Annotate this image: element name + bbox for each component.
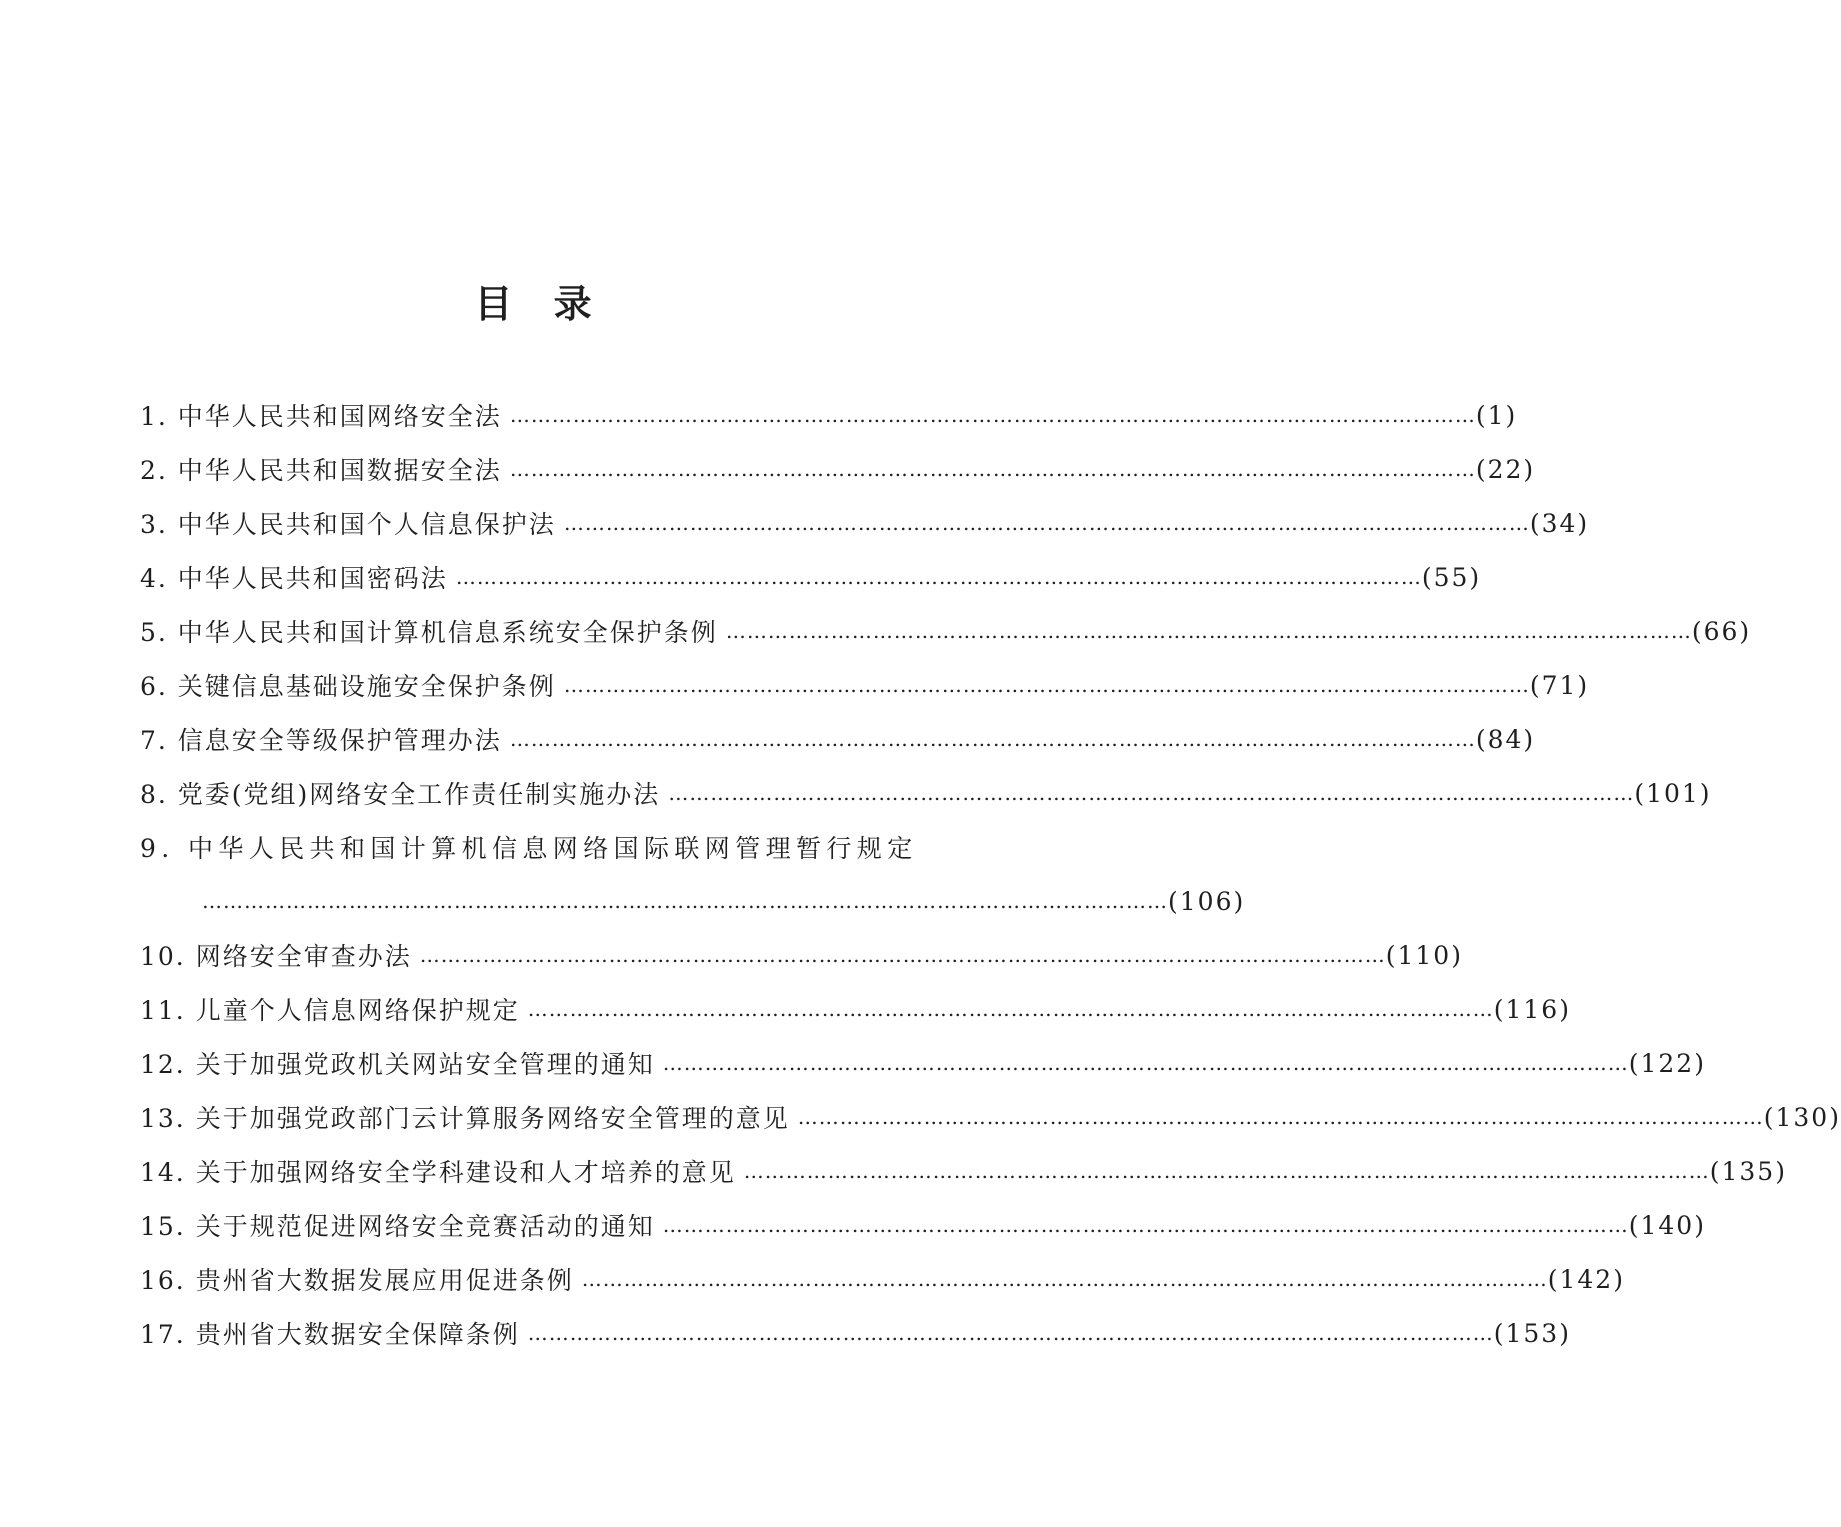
leader-dots: ………………………………………………………………………………………………………………………… xyxy=(509,457,1476,481)
leader-dots: ………………………………………………………………………………………………………………………… xyxy=(202,889,1168,913)
toc-page-number: (55) xyxy=(1421,562,1482,592)
toc-entry-3[interactable] xyxy=(140,496,1590,550)
toc-page-number: (140) xyxy=(1628,1210,1706,1240)
toc-entry-label: 11. 儿童个人信息网络保护规定 xyxy=(140,996,520,1025)
leader-dots: ………………………………………………………………………………………………………………………… xyxy=(527,1321,1494,1345)
toc-entry-label: 16. 贵州省大数据发展应用促进条例 xyxy=(140,1266,574,1295)
leader-dots: ………………………………………………………………………………………………………………………… xyxy=(563,673,1530,697)
table-of-contents xyxy=(140,388,1841,1360)
toc-entry-label: 1. 中华人民共和国网络安全法 xyxy=(140,402,502,431)
leader-dots: ………………………………………………………………………………………………………………………… xyxy=(662,1213,1629,1237)
toc-entry-16[interactable] xyxy=(140,1252,1625,1306)
leader-dots: ………………………………………………………………………………………………………………………… xyxy=(563,511,1530,535)
toc-entry-label: 17. 贵州省大数据安全保障条例 xyxy=(140,1320,520,1349)
toc-page-number: (110) xyxy=(1385,940,1463,970)
toc-entry-13[interactable] xyxy=(140,1090,1841,1144)
toc-page-number: (122) xyxy=(1628,1048,1706,1078)
leader-dots: ………………………………………………………………………………………………………………………… xyxy=(743,1159,1710,1183)
leader-dots: ………………………………………………………………………………………………………………………… xyxy=(725,619,1692,643)
toc-entry-label: 12. 关于加强党政机关网站安全管理的通知 xyxy=(140,1050,655,1079)
toc-entry-label: 3. 中华人民共和国个人信息保护法 xyxy=(140,510,556,539)
leader-dots: ………………………………………………………………………………………………………………………… xyxy=(581,1267,1548,1291)
toc-entry-7[interactable] xyxy=(140,712,1536,766)
toc-entry-label: 4. 中华人民共和国密码法 xyxy=(140,564,448,593)
toc-entry-17[interactable] xyxy=(140,1306,1571,1360)
leader-dots: ………………………………………………………………………………………………………………………… xyxy=(509,403,1476,427)
toc-entry-8[interactable] xyxy=(140,766,1712,820)
toc-entry-label: 9. 中华人民共和国计算机信息网络国际联网管理暂行规定 xyxy=(140,834,918,863)
toc-page-number: (66) xyxy=(1691,616,1752,646)
toc-entry-label: 6. 关键信息基础设施安全保护条例 xyxy=(140,672,556,701)
leader-dots: ………………………………………………………………………………………………………………………… xyxy=(797,1105,1764,1129)
toc-entry-label: 2. 中华人民共和国数据安全法 xyxy=(140,456,502,485)
toc-entry-9-continuation[interactable] xyxy=(140,874,1246,928)
toc-entry-label: 10. 网络安全审查办法 xyxy=(140,942,412,971)
toc-page-number: (101) xyxy=(1634,778,1712,808)
toc-entry-15[interactable] xyxy=(140,1198,1706,1252)
toc-title: 目 录 xyxy=(474,281,606,326)
toc-entry-4[interactable] xyxy=(140,550,1482,604)
leader-dots: ………………………………………………………………………………………………………………………… xyxy=(527,997,1494,1021)
toc-page-number: (135) xyxy=(1709,1156,1787,1186)
toc-entry-label: 13. 关于加强党政部门云计算服务网络安全管理的意见 xyxy=(140,1104,790,1133)
toc-entry-label: 5. 中华人民共和国计算机信息系统安全保护条例 xyxy=(140,618,718,647)
toc-page-number: (71) xyxy=(1529,670,1590,700)
toc-entry-12[interactable] xyxy=(140,1036,1706,1090)
toc-entry-label: 15. 关于规范促进网络安全竞赛活动的通知 xyxy=(140,1212,655,1241)
toc-entry-6[interactable] xyxy=(140,658,1590,712)
toc-page-number: (153) xyxy=(1493,1318,1571,1348)
leader-dots: ………………………………………………………………………………………………………………………… xyxy=(419,943,1386,967)
toc-entry-label: 8. 党委(党组)网络安全工作责任制实施办法 xyxy=(140,780,661,809)
toc-entry-5[interactable] xyxy=(140,604,1752,658)
toc-entry-11[interactable] xyxy=(140,982,1571,1036)
toc-page-number: (1) xyxy=(1475,400,1518,430)
toc-entry-10[interactable] xyxy=(140,928,1463,982)
toc-entry-9[interactable] xyxy=(140,820,940,874)
leader-dots: ………………………………………………………………………………………………………………………… xyxy=(668,781,1635,805)
leader-dots: ………………………………………………………………………………………………………………………… xyxy=(455,565,1422,589)
toc-entry-label: 7. 信息安全等级保护管理办法 xyxy=(140,726,502,755)
toc-page-number: (84) xyxy=(1475,724,1536,754)
leader-dots: ………………………………………………………………………………………………………………………… xyxy=(662,1051,1629,1075)
toc-page-number: (142) xyxy=(1547,1264,1625,1294)
toc-page-number: (106) xyxy=(1168,886,1246,916)
leader-dots: ………………………………………………………………………………………………………………………… xyxy=(509,727,1476,751)
toc-page-number: (34) xyxy=(1529,508,1590,538)
toc-entry-2[interactable] xyxy=(140,442,1536,496)
toc-entry-label: 14. 关于加强网络安全学科建设和人才培养的意见 xyxy=(140,1158,736,1187)
toc-page-number: (116) xyxy=(1493,994,1571,1024)
toc-page-number: (22) xyxy=(1475,454,1536,484)
toc-entry-14[interactable] xyxy=(140,1144,1787,1198)
toc-page-number: (130) xyxy=(1763,1102,1841,1132)
toc-entry-1[interactable] xyxy=(140,388,1518,442)
